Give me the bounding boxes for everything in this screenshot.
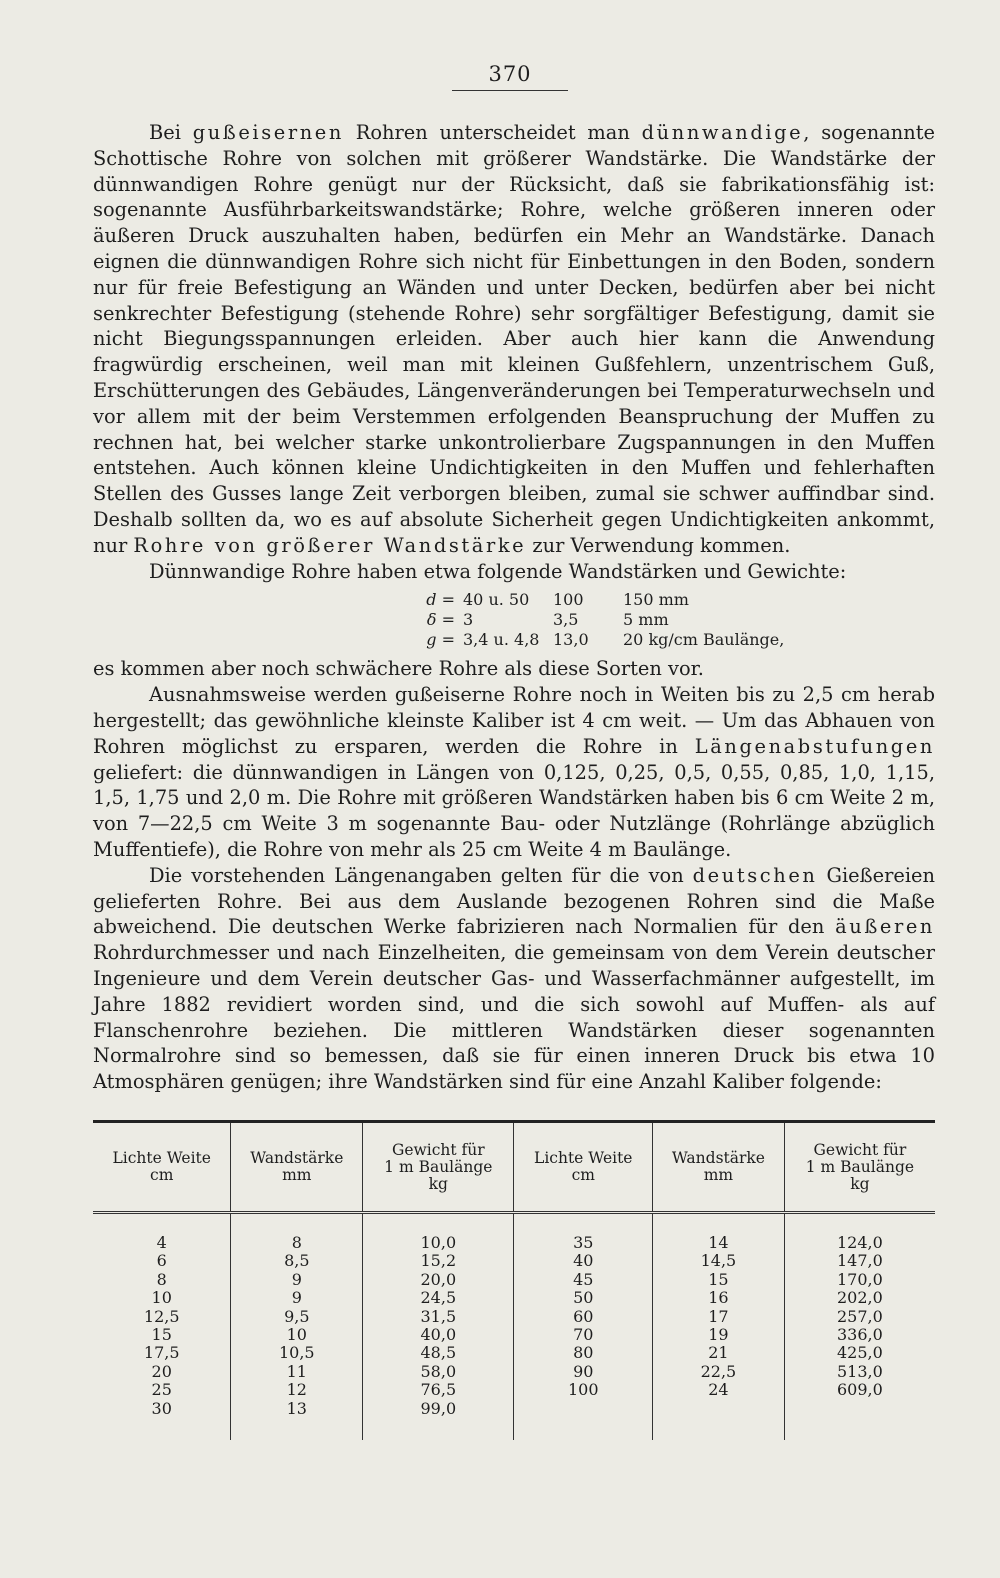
table-cell: 17 xyxy=(653,1308,785,1326)
table-header-row xyxy=(93,1123,935,1213)
text-run: Rohrdurchmesser und nach Einzelheiten, die gemeinsam von dem Verein deutscher Ingenieure und dem Verein deutscher Gas- und Wasserfachmänner aufgestellt, im Jahre 1882 revidiert worden sind, und die sich sowohl auf Muffen- als auf Flanschenrohre beziehen. Die mittleren Wandstärken dieser sogenannten Normalrohre sind so bemessen, daß sie für einen inneren Druck bis etwa 10 Atmosphären genügen; ihre Wandstärken sind für eine Anzahl Kaliber folgende: xyxy=(93,941,935,1094)
table-cell: 425,0 xyxy=(784,1344,935,1362)
text-run: geliefert: die dünnwandigen in Längen von 0,125, 0,25, 0,5, 0,55, 0,85, 1,0, 1,15, 1,5, 1,75 und 2,0 m. Die Rohre mit größeren Wandstärken haben bis 6 cm Weite 2 m, von 7—22,5 cm Weite 3 m sogenannte Bau- oder Nutzlänge (Rohrlänge abzüglich Muffentiefe), die Rohre von mehr als 25 cm Weite 4 m Baulänge. xyxy=(93,760,935,861)
table-header-cell: Lichte Weite cm xyxy=(112,1149,211,1184)
table-cell xyxy=(514,1400,653,1440)
table-cell: 35 xyxy=(514,1213,653,1253)
table-row xyxy=(93,1363,935,1381)
thickness-value: 3,4 u. 4,8 xyxy=(463,630,540,650)
table-cell: 60 xyxy=(514,1308,653,1326)
thickness-value: 20 kg/cm Baulänge, xyxy=(623,630,785,650)
text-run: , sogenannte Schottische Rohre von solchen mit größerer Wandstärke. Die Wandstärke der dünnwandigen Rohre genügt nur der Rücksicht, daß sie fabrikationsfähig ist: sogenannte Ausführbarkeitswandstärke; Rohre, welche größeren inneren oder äußeren Druck auszuhalten haben, bedürfen ein Mehr an Wandstärke. Danach eignen die dünnwandigen Rohre sich nicht für Einbettungen in den Boden, sondern nur für freie Befestigung an Wänden und unter Decken, bedürfen aber bei nicht senkrechter Befestigung (stehende Rohre) sehr sorgfältiger Befestigung, damit sie nicht Biegungsspannungen erleiden. Aber auch hier kann die Anwendung fragwürdig erscheinen, weil man mit kleinen Gußfehlern, unzentrischem Guß, Erschütterungen des Gebäudes, Längenveränderungen bei Temperaturwechseln und vor allem mit der beim Verstemmen erfolgenden Beanspruchung der Muffen zu rechnen hat, bei welcher starke unkontrolierbare Zugspannungen in den Muffen entstehen. Auch können kleine Undichtigkeiten in den Muffen und fehlerhaften Stellen des Gusses lange Zeit verborgen bleiben, zumal sie schwer auffindbar sind. Deshalb sollten da, wo es auf absolute Sicherheit gegen Undichtigkeiten ankommt, nur xyxy=(93,121,935,557)
table-cell: 8,5 xyxy=(231,1252,363,1270)
table-cell: 76,5 xyxy=(363,1381,514,1399)
table-row xyxy=(93,1271,935,1289)
text-run: Gießereien gelieferten Rohre. Bei aus dem Auslande bezogenen Rohren sind die Maße abweichend. Die deutschen Werke fabrizieren nach Normalien für den xyxy=(93,863,935,939)
table-cell: 257,0 xyxy=(784,1308,935,1326)
table-cell: 17,5 xyxy=(143,1343,180,1363)
paragraph-p2 xyxy=(93,559,935,585)
paragraph-p1 xyxy=(93,120,935,559)
table-cell: 22,5 xyxy=(653,1363,785,1381)
table-cell: 45 xyxy=(514,1271,653,1289)
table-cell: 15 xyxy=(653,1271,785,1289)
spaced-emphasis: deutschen xyxy=(692,863,818,887)
spaced-emphasis: Längenabstufungen xyxy=(694,734,935,758)
table-header-cell: Gewicht für 1 m Baulänge kg xyxy=(784,1123,935,1213)
thickness-value: 13,0 xyxy=(553,630,589,650)
table-cell: 124,0 xyxy=(784,1213,935,1253)
text-run: zur Verwendung kommen. xyxy=(526,533,791,557)
table-cell: 80 xyxy=(514,1344,653,1362)
table-cell: 609,0 xyxy=(784,1381,935,1399)
table-cell: 20 xyxy=(151,1361,172,1381)
table-cell: 11 xyxy=(231,1363,363,1381)
table-row xyxy=(93,1213,935,1253)
thickness-value: 5 mm xyxy=(623,610,669,630)
table-cell: 14 xyxy=(653,1213,785,1253)
page-number: 370 xyxy=(452,62,568,91)
table-body xyxy=(93,1213,935,1441)
thickness-value: 150 mm xyxy=(623,590,689,610)
table-cell: 16 xyxy=(653,1289,785,1307)
table-cell: 10,0 xyxy=(363,1213,514,1253)
table-cell xyxy=(784,1400,935,1440)
table-cell: 30 xyxy=(151,1398,172,1418)
paragraph-p3 xyxy=(93,656,935,682)
spaced-emphasis: Rohre von größerer Wandstärke xyxy=(133,533,527,557)
table-row xyxy=(93,1326,935,1344)
table-cell: 58,0 xyxy=(363,1363,514,1381)
table-cell: 12 xyxy=(231,1381,363,1399)
table-cell: 13 xyxy=(231,1400,363,1440)
table-cell: 4 xyxy=(156,1233,167,1252)
text-run: Rohren unterscheidet man xyxy=(343,121,642,144)
table-cell: 19 xyxy=(653,1326,785,1344)
table-cell: 99,0 xyxy=(363,1400,514,1440)
table-cell: 40,0 xyxy=(363,1326,514,1344)
table-cell: 10,5 xyxy=(231,1344,363,1362)
table-cell: 100 xyxy=(514,1381,653,1399)
thickness-label: g = xyxy=(426,630,455,650)
table-cell: 31,5 xyxy=(363,1308,514,1326)
table-row xyxy=(93,1308,935,1326)
table-cell: 8 xyxy=(156,1269,167,1289)
table-cell: 336,0 xyxy=(784,1326,935,1344)
table-header-cell: Wandstärke mm xyxy=(231,1123,363,1213)
wall-thickness-list xyxy=(333,590,935,650)
table-header-cell: Lichte Weite cm xyxy=(514,1123,653,1213)
thickness-label: δ = xyxy=(426,610,455,630)
table-cell: 50 xyxy=(514,1289,653,1307)
table-row xyxy=(93,1381,935,1399)
wall-thickness-table xyxy=(93,1120,935,1440)
paragraphs-before xyxy=(93,120,935,584)
table-cell: 9 xyxy=(231,1271,363,1289)
table-row xyxy=(93,1400,935,1440)
table-cell: 147,0 xyxy=(784,1252,935,1270)
text-run: Ausnahmsweise werden gußeiserne Rohre noch in Weiten bis zu 2,5 cm herab hergestellt; das gewöhnliche kleinste Kaliber ist 4 cm weit. — Um das Abhauen von Rohren möglichst zu ersparen, werden die Rohre in xyxy=(93,683,935,758)
table-cell: 15 xyxy=(151,1325,172,1345)
table-cell: 8 xyxy=(231,1213,363,1253)
thickness-value: 40 u. 50 xyxy=(463,590,530,610)
table-row xyxy=(93,1252,935,1270)
table-cell: 12,5 xyxy=(143,1306,180,1326)
table-row xyxy=(93,1289,935,1307)
table-cell: 25 xyxy=(151,1380,172,1400)
table-cell: 202,0 xyxy=(784,1289,935,1307)
body-text xyxy=(93,120,935,1095)
table-row xyxy=(93,1344,935,1362)
text-run: Die vorstehenden Längenangaben gelten für die von xyxy=(149,863,693,887)
thickness-value: 3 xyxy=(463,610,474,630)
table-cell: 24 xyxy=(653,1381,785,1399)
table-cell: 14,5 xyxy=(653,1252,785,1270)
paragraph-p5 xyxy=(93,863,935,1095)
table-cell: 9,5 xyxy=(231,1308,363,1326)
text-run: Dünnwandige Rohre haben etwa folgende Wandstärken und Gewichte: xyxy=(149,559,847,583)
paragraph-p4 xyxy=(93,682,935,863)
spaced-emphasis: gußeisernen xyxy=(192,121,344,144)
table-cell: 24,5 xyxy=(363,1289,514,1307)
table-cell: 90 xyxy=(514,1363,653,1381)
table-header-cell: Gewicht für 1 m Baulänge kg xyxy=(363,1123,514,1213)
table-cell: 10 xyxy=(231,1326,363,1344)
table-cell: 15,2 xyxy=(363,1252,514,1270)
table-cell: 10 xyxy=(151,1288,172,1308)
spaced-emphasis: dünnwandige xyxy=(641,121,804,144)
text-run: es kommen aber noch schwächere Rohre als diese Sorten vor. xyxy=(93,657,704,681)
table-cell: 9 xyxy=(231,1289,363,1307)
table-header-cell: Wandstärke mm xyxy=(653,1123,785,1213)
spaced-emphasis: äußeren xyxy=(835,915,935,939)
table-cell xyxy=(653,1400,785,1440)
table-cell: 170,0 xyxy=(784,1271,935,1289)
table-cell: 513,0 xyxy=(784,1363,935,1381)
table-cell: 6 xyxy=(156,1251,167,1271)
table-cell: 21 xyxy=(653,1344,785,1362)
table-cell: 70 xyxy=(514,1326,653,1344)
table-cell: 48,5 xyxy=(363,1344,514,1362)
thickness-value: 3,5 xyxy=(553,610,579,630)
text-run: Bei xyxy=(149,121,193,144)
table-cell: 40 xyxy=(514,1252,653,1270)
paragraphs-after xyxy=(93,656,935,1095)
thickness-label: d = xyxy=(426,590,455,610)
table-cell: 20,0 xyxy=(363,1271,514,1289)
thickness-value: 100 xyxy=(553,590,584,610)
